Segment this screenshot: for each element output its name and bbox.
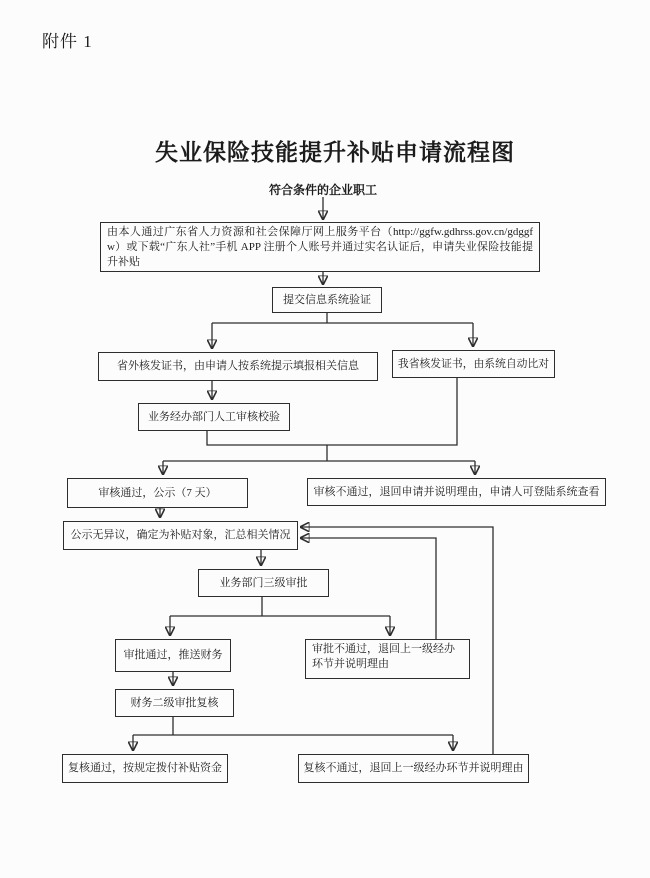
node-review-passed: 审核通过，公示（7 天） bbox=[67, 478, 248, 508]
node-out-province-certificate: 省外核发证书，由申请人按系统提示填报相关信息 bbox=[98, 352, 378, 381]
node-final-review-passed: 复核通过，按规定拨付补贴资金 bbox=[62, 754, 228, 783]
node-publicity-confirmed: 公示无异议，确定为补贴对象，汇总相关情况 bbox=[63, 521, 298, 550]
node-our-province-certificate: 我省核发证书，由系统自动比对 bbox=[392, 350, 555, 378]
node-review-failed: 审核不通过，退回申请并说明理由，申请人可登陆系统查看 bbox=[307, 478, 606, 506]
node-approval-failed: 审批不通过，退回上一级经办环节并说明理由 bbox=[305, 639, 470, 679]
node-manual-review: 业务经办部门人工审核校验 bbox=[138, 403, 290, 431]
node-three-level-approval: 业务部门三级审批 bbox=[198, 569, 329, 597]
node-register: 由本人通过广东省人力资源和社会保障厅网上服务平台（http://ggfw.gdhrss.gov.cn/gdggfw）或下载“广东人社”手机 APP 注册个人账号并通过实名认证后，申请失业保险技能提升补贴 bbox=[100, 222, 540, 272]
node-final-review-failed: 复核不通过，退回上一级经办环节并说明理由 bbox=[298, 754, 529, 783]
start-label: 符合条件的企业职工 bbox=[268, 183, 377, 197]
node-approval-passed: 审批通过，推送财务 bbox=[115, 639, 231, 672]
page-title: 失业保险技能提升补贴申请流程图 bbox=[155, 139, 515, 165]
node-finance-review: 财务二级审批复核 bbox=[115, 689, 234, 717]
node-submit-verification: 提交信息系统验证 bbox=[272, 287, 382, 313]
attachment-label: 附件 1 bbox=[42, 32, 93, 51]
